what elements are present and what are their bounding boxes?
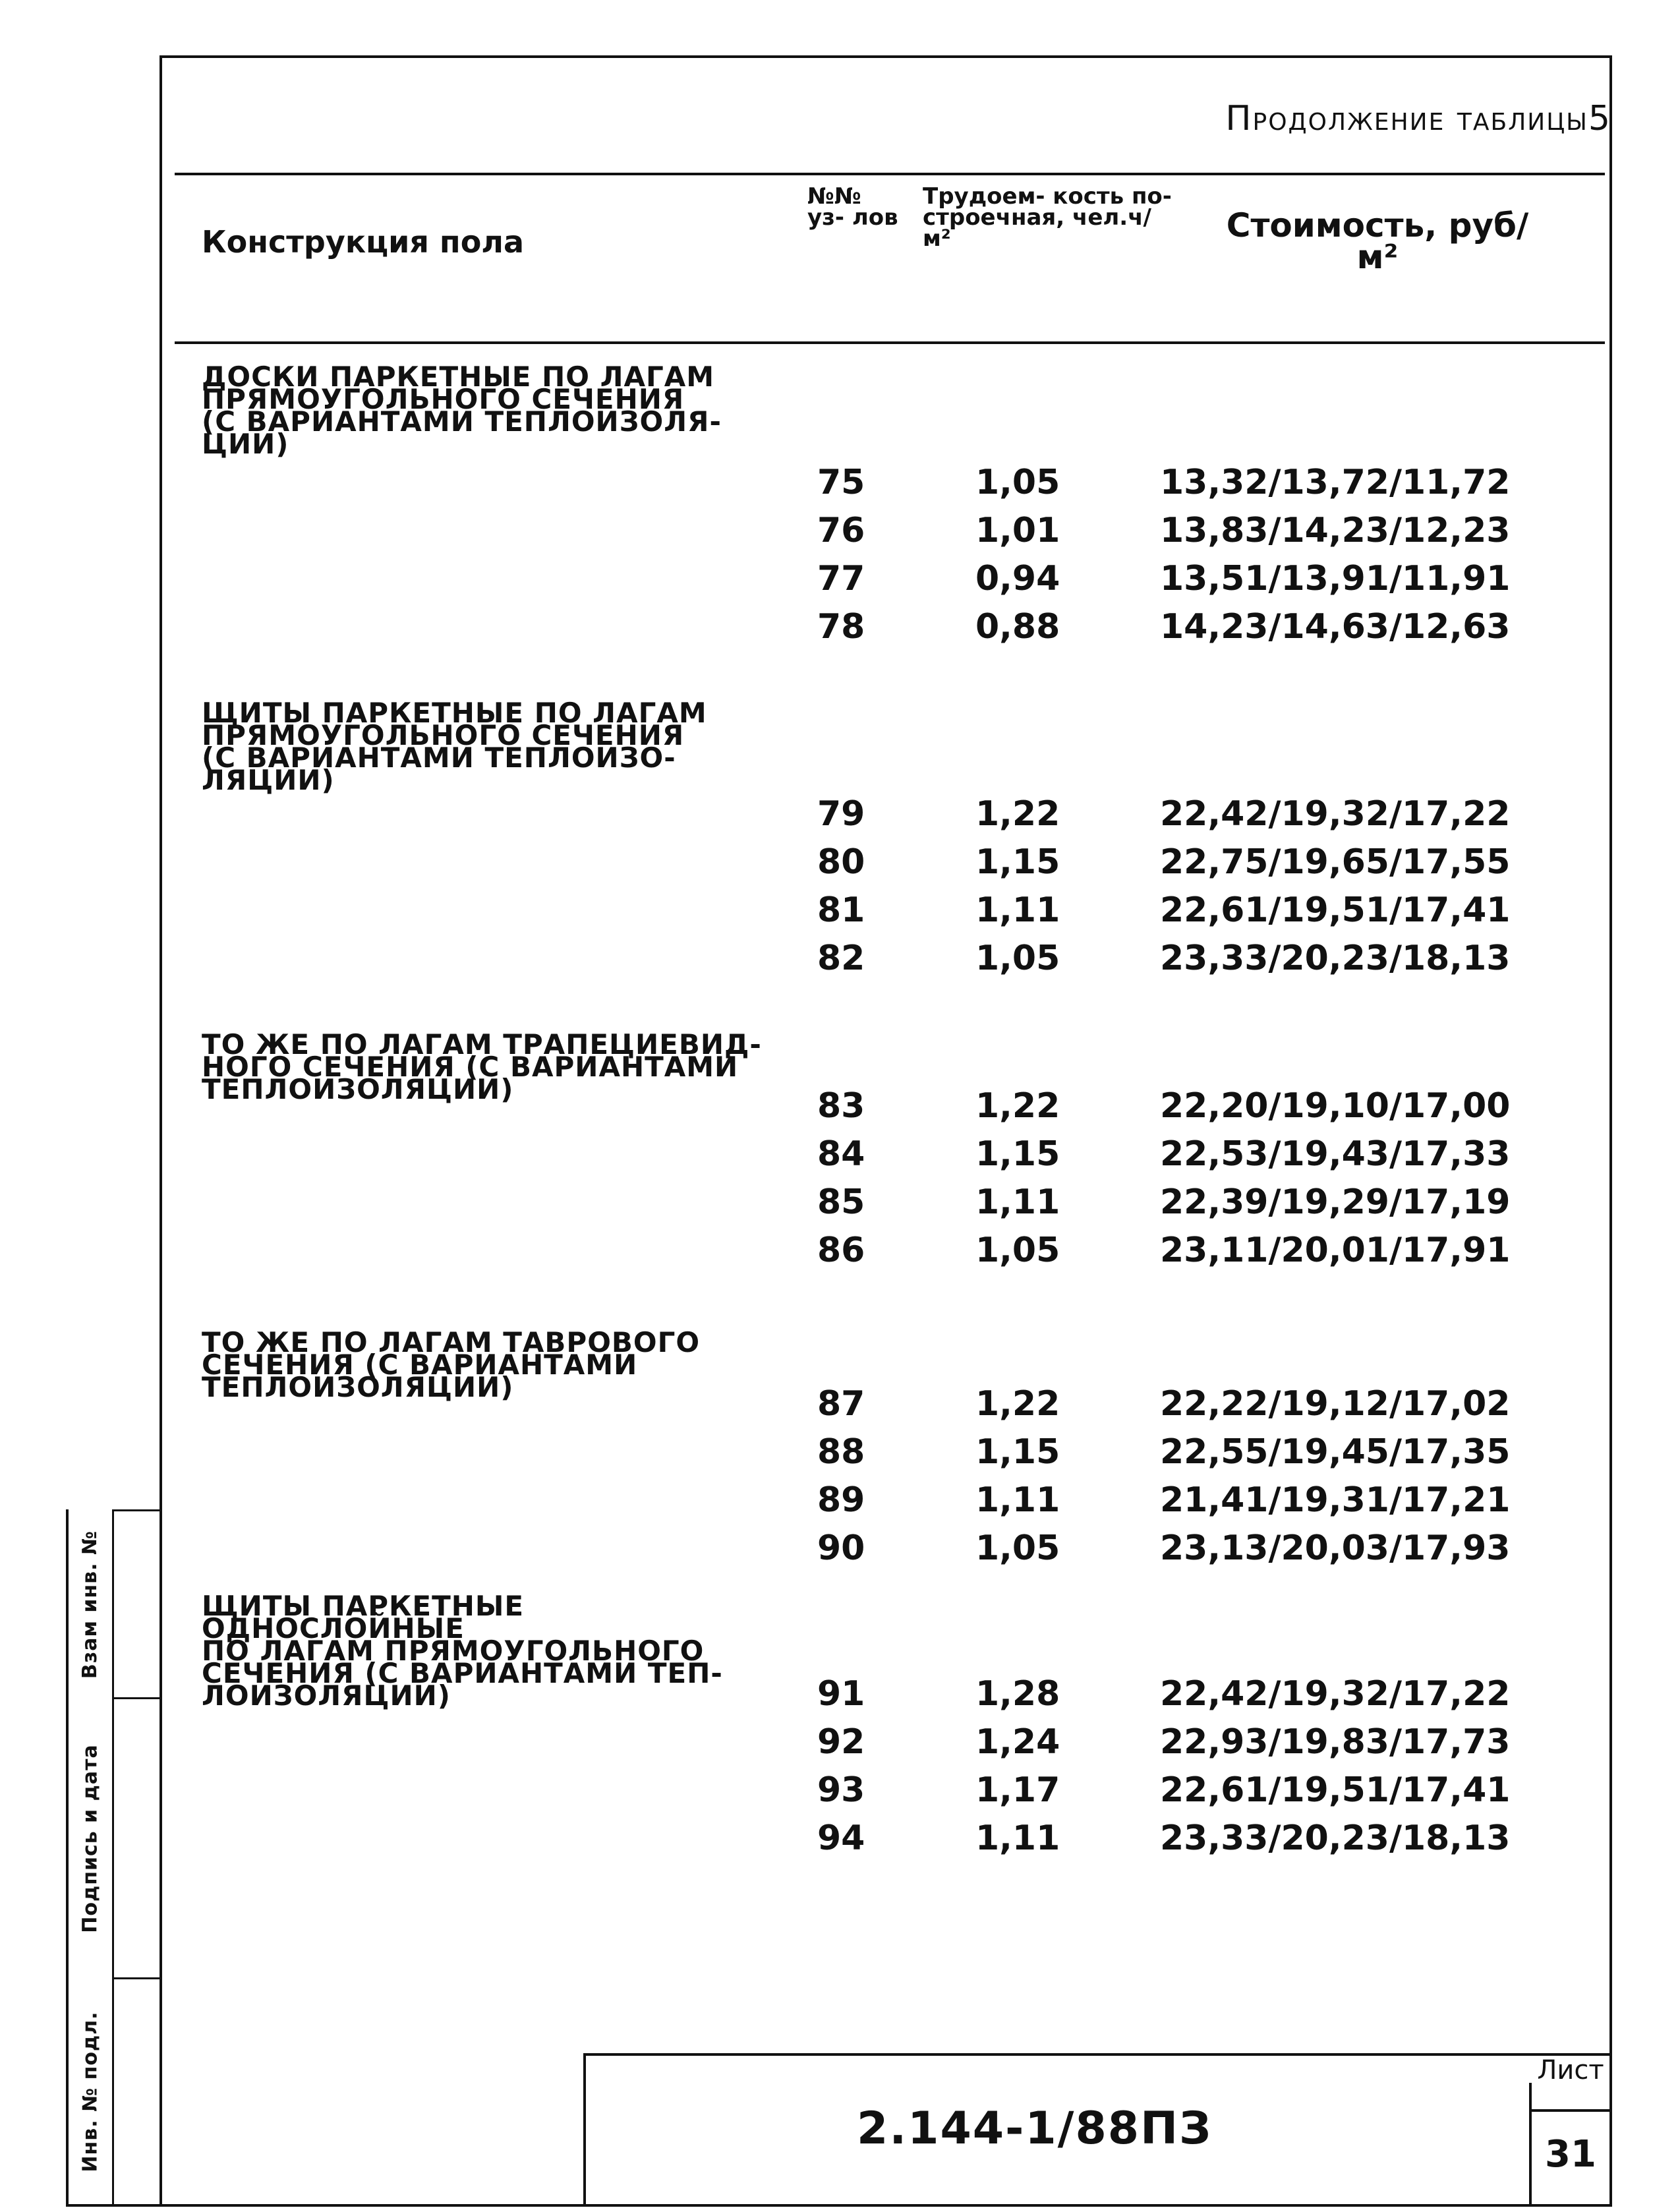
node-number: 94 bbox=[817, 1819, 865, 1858]
node-number: 83 bbox=[817, 1086, 865, 1126]
column-header-construction: Конструкция пола bbox=[202, 224, 525, 260]
labor-value: 1,11 bbox=[975, 1182, 1060, 1222]
side-strip-top-line bbox=[112, 1509, 162, 1511]
frame-bottom-border bbox=[66, 2204, 1612, 2207]
column-header-cost: Стоимость, руб/м² bbox=[1226, 206, 1529, 276]
cost-value: 22,75/19,65/17,55 bbox=[1160, 842, 1511, 882]
labor-value: 1,15 bbox=[975, 842, 1060, 882]
labor-value: 1,15 bbox=[975, 1134, 1060, 1174]
node-number: 84 bbox=[817, 1134, 865, 1174]
node-number: 81 bbox=[817, 890, 865, 930]
node-number: 80 bbox=[817, 842, 865, 882]
column-header-labor: Трудоем- кость по- строечная, чел.ч/м² bbox=[923, 183, 1172, 252]
group-label: ТО ЖЕ ПО ЛАГАМ ТРАПЕЦИЕВИД- НОГО СЕЧЕНИЯ (С ВАРИАНТАМИ ТЕПЛОИЗОЛЯЦИИ) bbox=[202, 1028, 762, 1105]
node-number: 76 bbox=[817, 511, 865, 550]
cost-value: 23,11/20,01/17,91 bbox=[1160, 1231, 1511, 1270]
node-number: 79 bbox=[817, 794, 865, 834]
labor-value: 1,01 bbox=[975, 511, 1060, 550]
group-label: ДОСКИ ПАРКЕТНЫЕ ПО ЛАГАМ ПРЯМОУГОЛЬНОГО СЕЧЕНИЯ (С ВАРИАНТАМИ ТЕПЛОИЗОЛЯ- ЦИИ) bbox=[202, 361, 722, 460]
column-header-nodes: №№ уз- лов bbox=[807, 183, 898, 231]
side-strip-inner-line bbox=[112, 1509, 114, 2207]
node-number: 78 bbox=[817, 607, 865, 647]
labor-value: 1,17 bbox=[975, 1770, 1060, 1810]
labor-value: 1,05 bbox=[975, 1528, 1060, 1568]
labor-value: 1,28 bbox=[975, 1674, 1060, 1714]
group-label: ТО ЖЕ ПО ЛАГАМ ТАВРОВОГО СЕЧЕНИЯ (С ВАРИАНТАМИ ТЕПЛОИЗОЛЯЦИИ) bbox=[202, 1326, 701, 1403]
node-number: 91 bbox=[817, 1674, 865, 1714]
cost-value: 23,33/20,23/18,13 bbox=[1160, 1819, 1511, 1858]
node-number: 87 bbox=[817, 1384, 865, 1424]
cost-value: 22,39/19,29/17,19 bbox=[1160, 1182, 1511, 1222]
side-strip-inv-replace: Взам инв. № bbox=[78, 1530, 102, 1679]
cost-value: 22,93/19,83/17,73 bbox=[1160, 1722, 1511, 1762]
node-number: 86 bbox=[817, 1231, 865, 1270]
node-number: 89 bbox=[817, 1480, 865, 1520]
labor-value: 1,11 bbox=[975, 890, 1060, 930]
frame-top-border bbox=[159, 55, 1612, 58]
side-strip-inv-original: Инв. № подл. bbox=[78, 2011, 102, 2172]
document-code: 2.144-1/88ПЗ bbox=[857, 2103, 1213, 2155]
labor-value: 1,11 bbox=[975, 1480, 1060, 1520]
labor-value: 0,88 bbox=[975, 607, 1060, 647]
node-number: 92 bbox=[817, 1722, 865, 1762]
labor-value: 1,22 bbox=[975, 1086, 1060, 1126]
cost-value: 13,32/13,72/11,72 bbox=[1160, 463, 1511, 502]
labor-value: 1,24 bbox=[975, 1722, 1060, 1762]
cost-value: 21,41/19,31/17,21 bbox=[1160, 1480, 1511, 1520]
labor-value: 1,22 bbox=[975, 794, 1060, 834]
node-number: 90 bbox=[817, 1528, 865, 1568]
cost-value: 22,53/19,43/17,33 bbox=[1160, 1134, 1511, 1174]
labor-value: 1,05 bbox=[975, 463, 1060, 502]
frame-left-border bbox=[159, 55, 162, 2207]
cost-value: 22,55/19,45/17,35 bbox=[1160, 1432, 1511, 1472]
node-number: 75 bbox=[817, 463, 865, 502]
cost-value: 22,42/19,32/17,22 bbox=[1160, 1674, 1511, 1714]
node-number: 82 bbox=[817, 939, 865, 978]
header-bottom-rule bbox=[175, 341, 1605, 344]
side-strip-divider bbox=[112, 1977, 162, 1979]
node-number: 88 bbox=[817, 1432, 865, 1472]
cost-value: 14,23/14,63/12,63 bbox=[1160, 607, 1511, 647]
labor-value: 1,22 bbox=[975, 1384, 1060, 1424]
frame-right-border bbox=[1609, 55, 1612, 2207]
cost-value: 22,22/19,12/17,02 bbox=[1160, 1384, 1511, 1424]
node-number: 77 bbox=[817, 559, 865, 598]
cost-value: 13,83/14,23/12,23 bbox=[1160, 511, 1511, 550]
labor-value: 1,11 bbox=[975, 1819, 1060, 1858]
cost-value: 22,42/19,32/17,22 bbox=[1160, 794, 1511, 834]
sheet-label: Лист bbox=[1537, 2055, 1604, 2085]
cost-value: 22,20/19,10/17,00 bbox=[1160, 1086, 1511, 1126]
sheet-box-divider bbox=[1529, 2109, 1612, 2112]
labor-value: 1,15 bbox=[975, 1432, 1060, 1472]
group-label: ЩИТЫ ПАРКЕТНЫЕ ПО ЛАГАМ ПРЯМОУГОЛЬНОГО СЕЧЕНИЯ (С ВАРИАНТАМИ ТЕПЛОИЗО- ЛЯЦИИ) bbox=[202, 697, 707, 796]
header-top-rule bbox=[175, 173, 1605, 175]
cost-value: 23,33/20,23/18,13 bbox=[1160, 939, 1511, 978]
sheet-number: 31 bbox=[1545, 2133, 1596, 2176]
stamp-left-line bbox=[583, 2053, 586, 2207]
node-number: 85 bbox=[817, 1182, 865, 1222]
labor-value: 1,05 bbox=[975, 939, 1060, 978]
cost-value: 23,13/20,03/17,93 bbox=[1160, 1528, 1511, 1568]
stamp-top-line bbox=[583, 2053, 1612, 2056]
cost-value: 22,61/19,51/17,41 bbox=[1160, 1770, 1511, 1810]
table-continuation-title: Продолжение таблицы5 bbox=[1225, 99, 1611, 138]
node-number: 93 bbox=[817, 1770, 865, 1810]
group-label: ЩИТЫ ПАРКЕТНЫЕ ОДНОСЛОЙНЫЕ ПО ЛАГАМ ПРЯМОУГОЛЬНОГО СЕЧЕНИЯ (С ВАРИАНТАМИ ТЕП- ЛОИЗОЛЯЦИИ) bbox=[202, 1590, 723, 1712]
labor-value: 0,94 bbox=[975, 559, 1060, 598]
cost-value: 22,61/19,51/17,41 bbox=[1160, 890, 1511, 930]
labor-value: 1,05 bbox=[975, 1231, 1060, 1270]
side-strip-signature-date: Подпись и дата bbox=[78, 1743, 102, 1933]
side-strip-divider bbox=[112, 1697, 162, 1699]
cost-value: 13,51/13,91/11,91 bbox=[1160, 559, 1511, 598]
